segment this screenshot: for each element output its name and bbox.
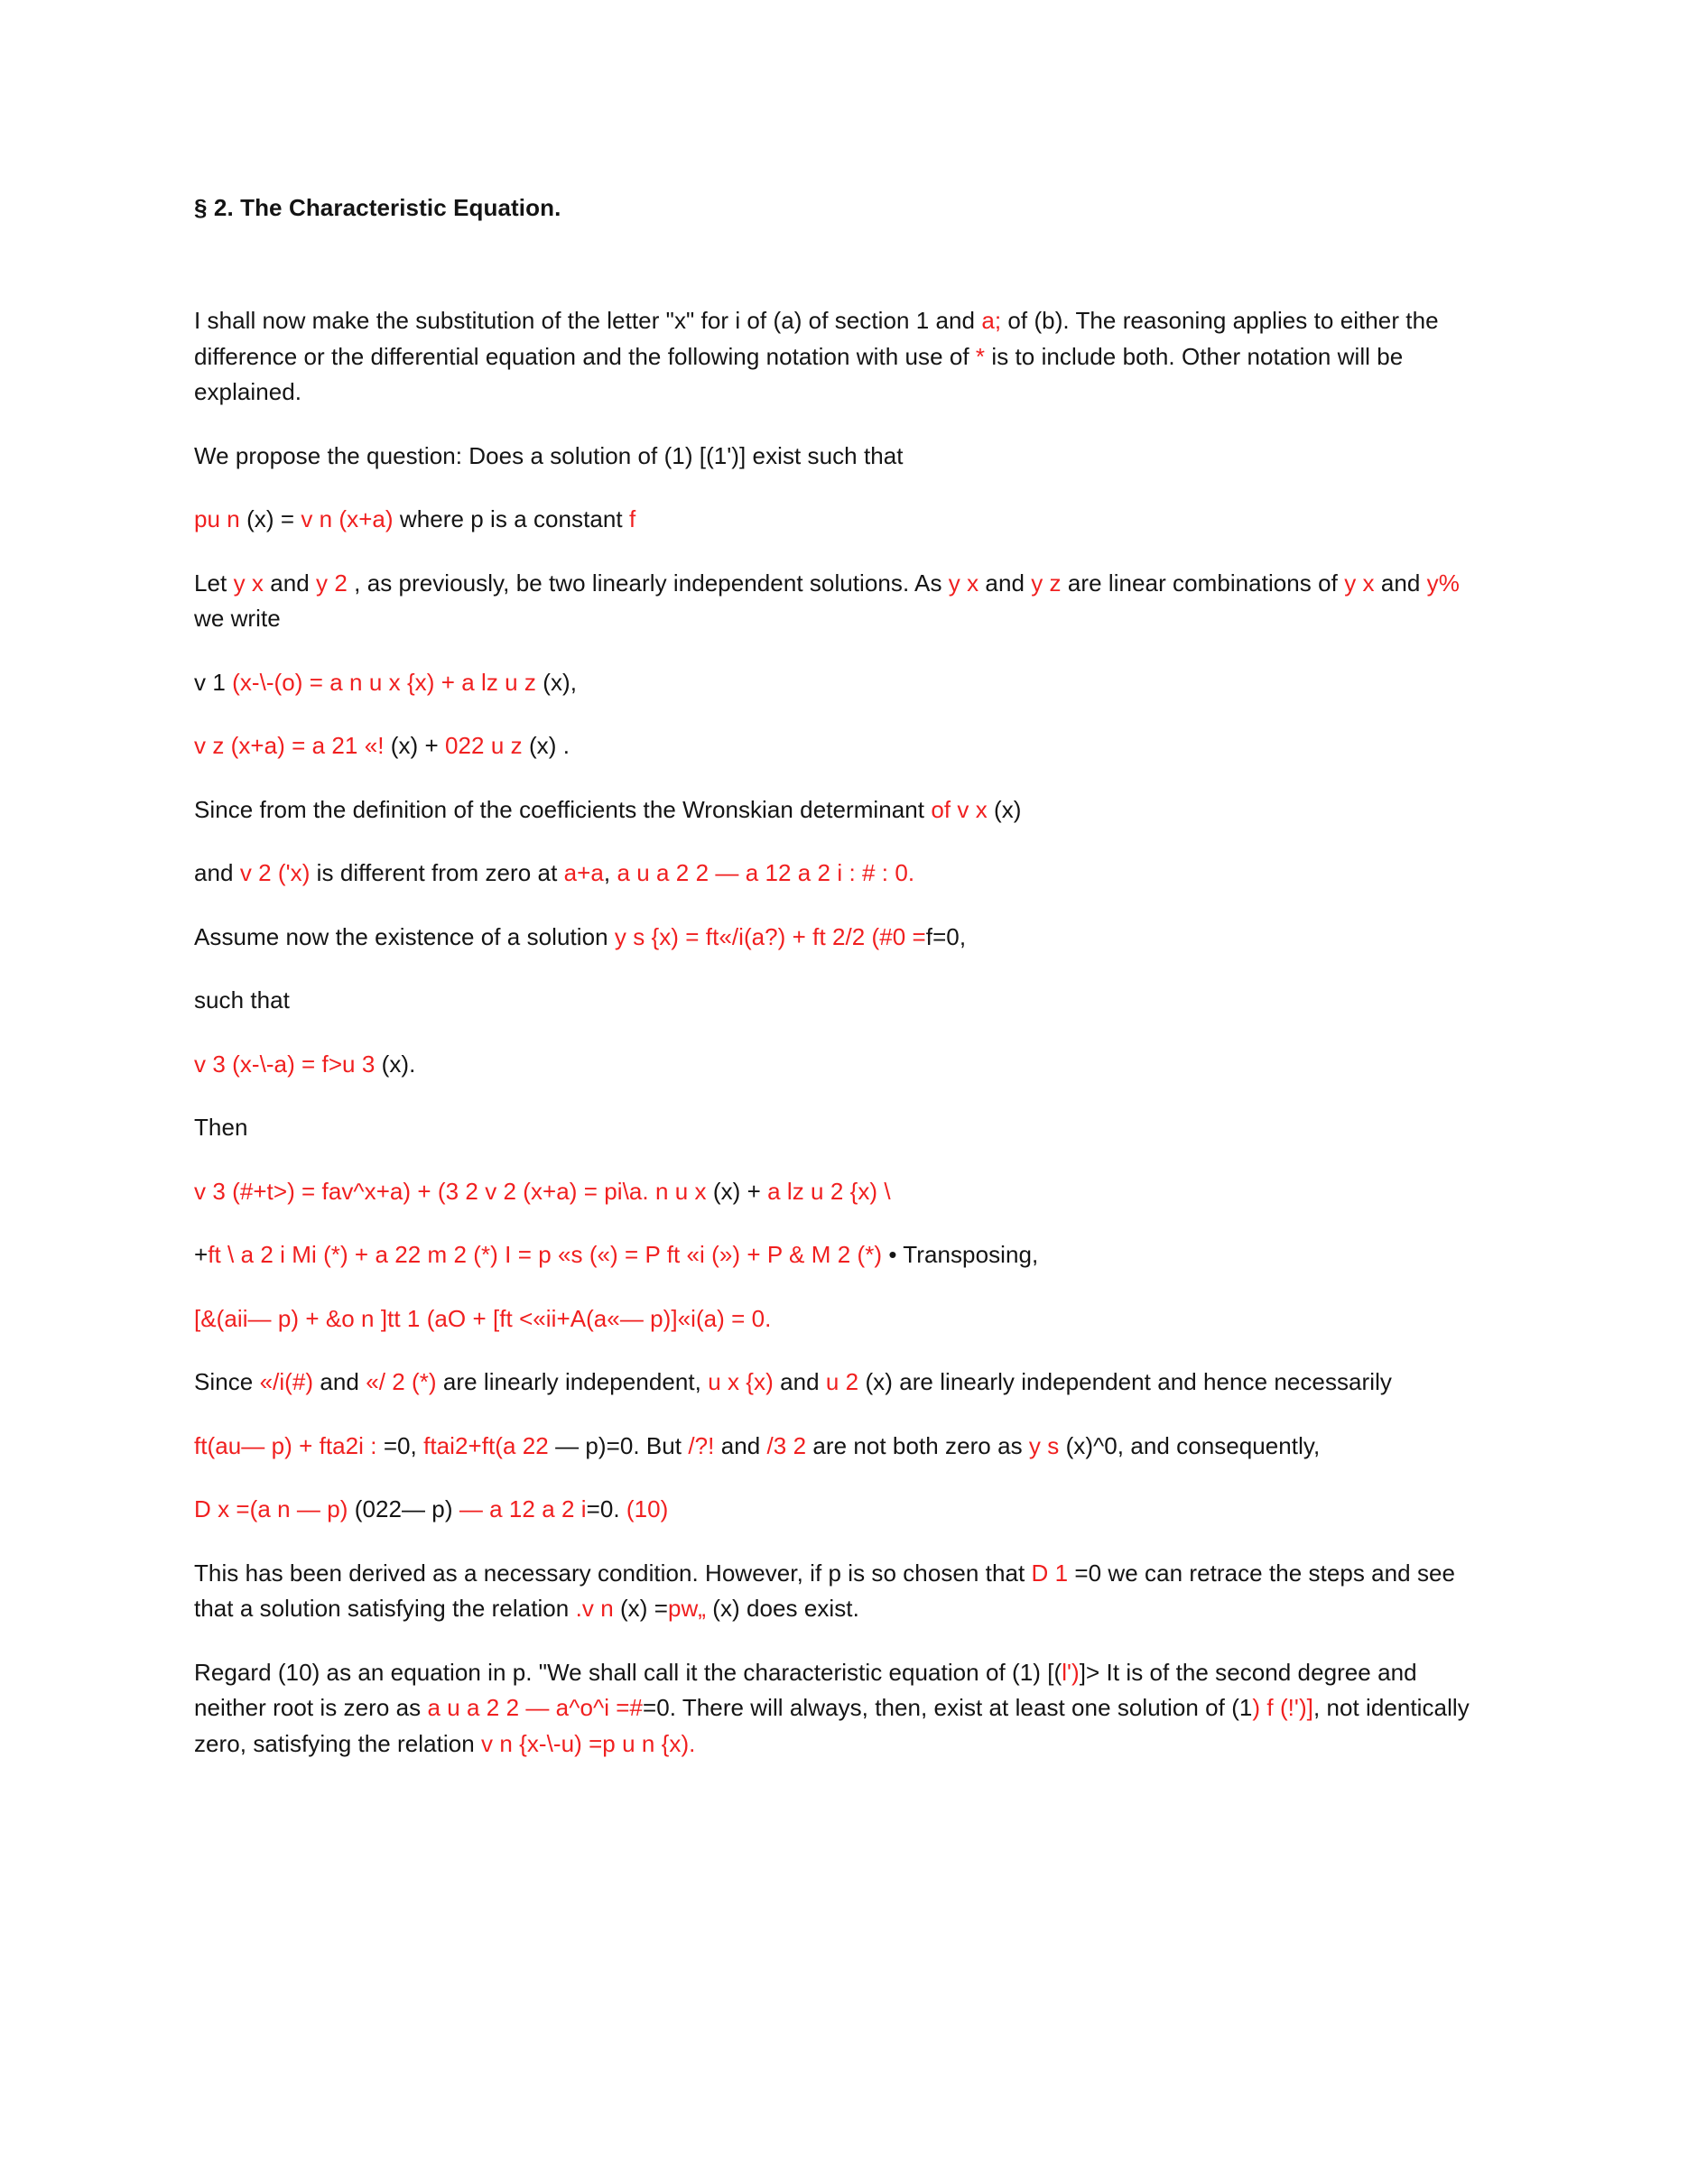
text-run-red: y x <box>233 569 264 597</box>
text-run-red: (x-\-(o) = a n u x {x) + a lz u z <box>232 668 543 696</box>
text-run-red: y x <box>1344 569 1375 597</box>
paragraph-p14-eq-long2 <box>194 1237 1482 1273</box>
paragraph-p12-then <box>194 1110 1482 1146</box>
paragraph-p9-assume <box>194 920 1482 956</box>
text-run-black: v 1 <box>194 668 233 696</box>
text-run-red: 022 u z <box>445 732 529 760</box>
text-run-red: y 2 <box>316 569 348 597</box>
text-run-black: (x) = <box>246 505 301 533</box>
text-run-red: y s {x) = ft«/i(a?) + ft 2/2 (#0 = <box>614 922 926 950</box>
text-run-red: «/ 2 (*) <box>366 1368 437 1396</box>
heading-spacer <box>194 224 1482 303</box>
text-run-red: .v n <box>575 1595 614 1623</box>
paragraph-p11-eq-v3 <box>194 1047 1482 1083</box>
text-run-black: Assume now the existence of a solution <box>194 922 615 950</box>
text-run-black: (x). <box>381 1050 416 1078</box>
text-run-red: v z (x+a) = a 21 «! <box>194 732 391 760</box>
text-run-black: (x) + <box>712 1177 768 1205</box>
text-run-red: a+a <box>563 859 604 887</box>
paragraph-p7-wronskian <box>194 792 1482 828</box>
text-run-red: (10) <box>626 1495 669 1523</box>
text-run-black: =0 we can retrace the steps and see that a solution satisfying the relation <box>194 1559 1456 1623</box>
paragraph-p18-eq-Dx <box>194 1492 1482 1528</box>
text-run-black: Since from the definition of the coefficients the Wronskian determinant <box>194 795 932 823</box>
text-run-red: D 1 <box>1031 1559 1069 1587</box>
paragraph-p17-consequently <box>194 1429 1482 1465</box>
text-run-black: and <box>773 1368 826 1396</box>
text-run-red: ) f (!')] <box>1252 1694 1313 1722</box>
text-run-red: [&(aii— p) + &o n ]tt 1 (aO + [ft <«ii+A(a«— p)]«i(a) = 0. <box>194 1304 772 1332</box>
paragraph-p10-such-that <box>194 983 1482 1019</box>
text-run-black: where p is a constant <box>393 505 629 533</box>
text-run-red: v 3 (#+t>) = fav^x+a) + (3 2 v 2 (x+a) = pi\a. n u x <box>194 1177 713 1205</box>
text-run-red: f <box>628 505 636 533</box>
paragraph-p6-eq-vz <box>194 728 1482 764</box>
text-run-red: ft \ a 2 i Mi (*) + a 22 m 2 (*) I = p «s («) = P ft «i (») + P & M 2 (*) <box>208 1241 883 1269</box>
text-run-black: and <box>263 569 317 597</box>
text-run-black: and <box>1374 569 1427 597</box>
text-run-red: a lz u 2 {x) \ <box>767 1177 891 1205</box>
text-run-black: (x) + <box>390 732 446 760</box>
paragraph-p4-let-y <box>194 566 1482 637</box>
text-run-red: a u a 2 2 — a 12 a 2 i : # : 0. <box>617 859 915 887</box>
paragraph-p3-eq-pun <box>194 502 1482 538</box>
text-run-black: Since <box>194 1368 260 1396</box>
text-run-red: y% <box>1426 569 1460 597</box>
text-run-black: =0. There will always, then, exist at least one solution of (1 <box>643 1694 1253 1722</box>
text-run-black: Regard (10) as an equation in p. "We shall call it the characteristic equation of (1) [( <box>194 1658 1062 1686</box>
text-run-red: pu n <box>194 505 247 533</box>
text-run-red: /?! <box>688 1431 715 1459</box>
text-run-black: is different from zero at <box>310 859 564 887</box>
text-run-black: + <box>194 1241 209 1269</box>
text-run-black: We propose the question: Does a solution of (1) [(1')] exist such that <box>194 441 904 469</box>
text-run-black: (x)^0, and consequently, <box>1065 1431 1321 1459</box>
paragraph-p16-linearly-independent <box>194 1365 1482 1401</box>
text-run-black: and <box>313 1368 366 1396</box>
text-run-red: v 2 ('x) <box>239 859 311 887</box>
text-run-black: , as previously, be two linearly independent solutions. As <box>347 569 949 597</box>
text-run-red: — a 12 a 2 i <box>459 1495 587 1523</box>
text-run-black: (x) are linearly independent and hence necessarily <box>865 1368 1392 1396</box>
text-run-black: (x), <box>543 668 578 696</box>
text-run-black: are linearly independent, <box>436 1368 709 1396</box>
text-run-red: l') <box>1062 1658 1080 1686</box>
text-run-red: /3 2 <box>766 1431 807 1459</box>
text-run-black: — p)=0. But <box>555 1431 689 1459</box>
paragraph-p19-necessary-condition <box>194 1556 1482 1627</box>
paragraph-p20-regard <box>194 1655 1482 1763</box>
text-run-red: y x <box>948 569 979 597</box>
text-run-black: (x) <box>994 795 1022 823</box>
text-run-black: and <box>978 569 1032 597</box>
text-run-black: , <box>603 859 617 887</box>
text-run-red: y z <box>1031 569 1062 597</box>
text-run-red: pw„ <box>667 1595 706 1623</box>
paragraph-p5-eq-v1 <box>194 665 1482 701</box>
text-run-red: v n {x-\-u) =p u n {x). <box>481 1729 696 1757</box>
text-run-red: a; <box>981 307 1002 335</box>
text-run-red: v 3 (x-\-a) = f>u 3 <box>194 1050 382 1078</box>
text-run-red: D x =(a n — p) <box>194 1495 355 1523</box>
text-run-red: v n (x+a) <box>301 505 394 533</box>
text-run-black: and <box>714 1431 767 1459</box>
paragraph-p2-question <box>194 439 1482 475</box>
text-run-black: • Transposing, <box>882 1241 1039 1269</box>
text-run-red: u 2 <box>825 1368 866 1396</box>
text-run-black: (x) = <box>613 1595 668 1623</box>
text-run-black: of (b). The reasoning applies to either the difference or the differential equation and the following notation with use of <box>194 307 1439 370</box>
text-run-black: are not both zero as <box>806 1431 1029 1459</box>
text-run-black: ]> It is of the second degree and neither root is zero as <box>194 1658 1417 1722</box>
text-run-red: «/i(#) <box>259 1368 314 1396</box>
text-run-black: (022— p) <box>354 1495 459 1523</box>
text-run-red: a u a 2 2 — a^o^i =# <box>427 1694 644 1722</box>
paragraph-p15-eq-long3 <box>194 1301 1482 1337</box>
text-run-red: * <box>975 342 986 370</box>
text-run-red: of v x <box>931 795 995 823</box>
text-run-black: f=0, <box>925 922 967 950</box>
section-heading: § 2. The Characteristic Equation. <box>194 194 561 221</box>
text-run-black: , not identically zero, satisfying the relation <box>194 1694 1470 1757</box>
text-run-black: are linear combinations of <box>1061 569 1345 597</box>
paragraph-p8-nonzero <box>194 856 1482 892</box>
text-run-black: This has been derived as a necessary condition. However, if p is so chosen that <box>194 1559 1032 1587</box>
text-run-black: such that <box>194 986 290 1014</box>
text-run-black: I shall now make the substitution of the letter "x" for i of (a) of section 1 and <box>194 307 982 335</box>
text-run-red: ft(au— p) + fta2i : <box>194 1431 384 1459</box>
text-run-red: ftai2+ft(a 22 <box>423 1431 556 1459</box>
text-run-black: =0, <box>383 1431 424 1459</box>
text-run-black: Then <box>194 1114 248 1142</box>
text-run-red: u x {x) <box>708 1368 774 1396</box>
document-body <box>194 303 1482 1762</box>
text-run-black: =0. <box>586 1495 626 1523</box>
paragraph-p13-eq-long1 <box>194 1174 1482 1210</box>
text-run-black: (x) does exist. <box>706 1595 859 1623</box>
paragraph-p1-substitution <box>194 303 1482 411</box>
text-run-black: is to include both. Other notation will be explained. <box>194 342 1404 406</box>
text-run-black: we write <box>194 605 281 633</box>
text-run-black: and <box>194 859 240 887</box>
text-run-black: Let <box>194 569 234 597</box>
text-run-red: y s <box>1028 1431 1066 1459</box>
text-run-black: (x) . <box>528 732 570 760</box>
